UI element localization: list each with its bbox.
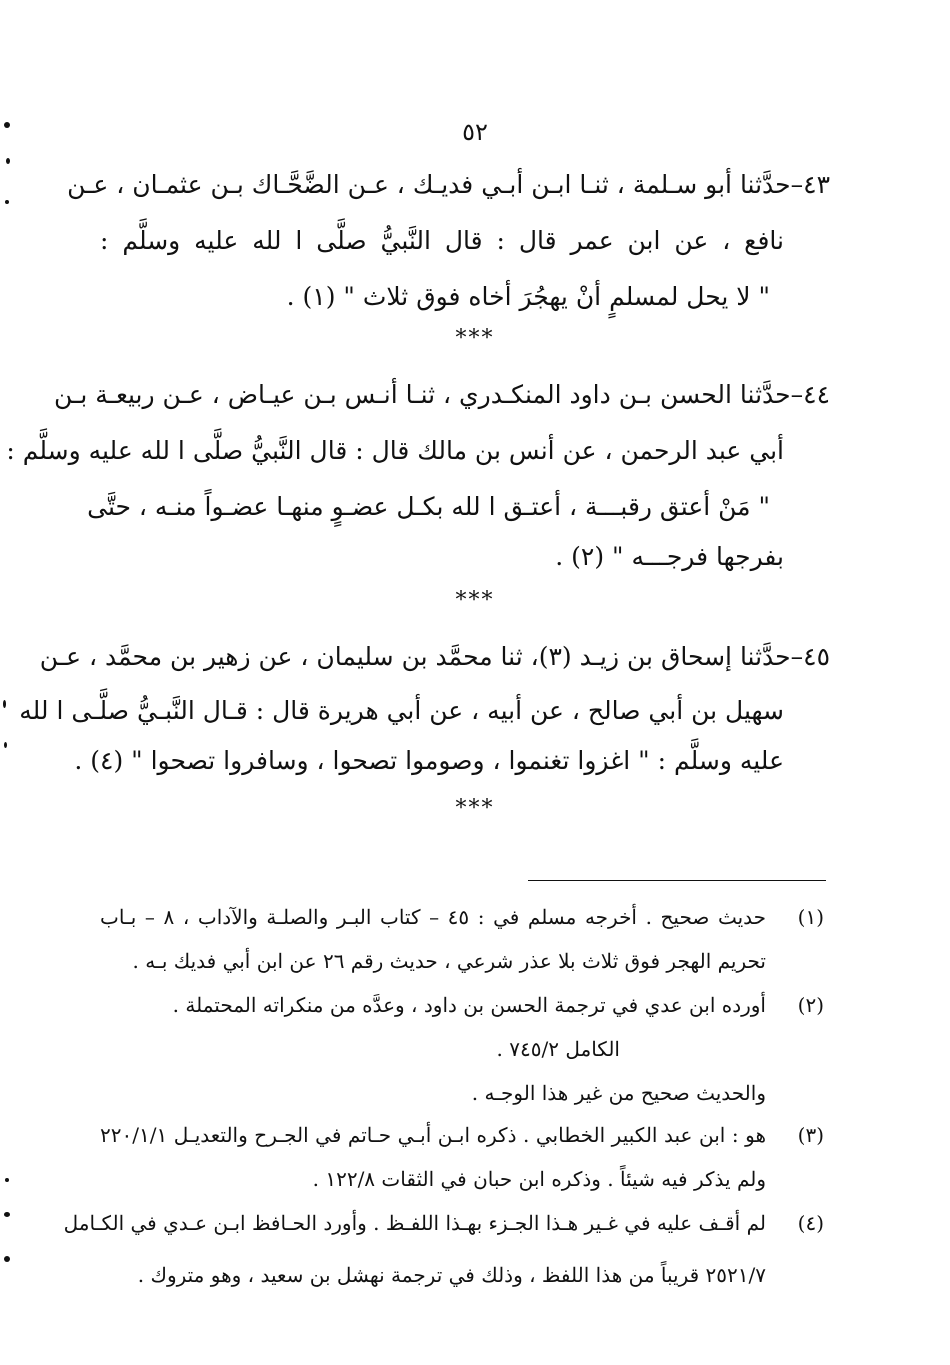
hadith-44-line-3: " مَنْ أعتق رقبـــة ، أعتـق ا لله بكـل عضـوٍ منهـا عضـواً منـه ، حتَّى	[87, 492, 770, 521]
footnote-3-marker: (٣)	[797, 1123, 824, 1147]
hadith-43-line-3: " لا يحل لمسلمٍ أنْ يهجُرَ أخاه فوق ثلاث " (١) .	[286, 282, 770, 311]
hadith-43-line-2: نافع ، عن ابن عمر قال : قال النَّبيُّ صلَّى ا لله عليه وسلَّم :	[100, 226, 784, 255]
footnote-2-line-2: الكامل ٧٤٥/٢ .	[496, 1037, 620, 1061]
section-separator-2: ***	[455, 588, 495, 613]
scan-speck	[5, 200, 9, 204]
section-separator-3: ***	[455, 796, 495, 821]
scan-speck	[4, 122, 10, 128]
footnote-1-line-1: حديث صحيح . أخرجه مسلم في : ٤٥ – كتاب البـر والصلـة والآداب ، ٨ – بـاب	[100, 905, 767, 929]
hadith-45-text-1: حدَّثنا إسحاق بن زيـد (٣)، ثنا محمَّد بن سليمان ، عن زهير بن محمَّد ، عـن	[39, 642, 791, 671]
hadith-44-line-2: أبي عبد الرحمن ، عن أنس بن مالك قال : قال النَّبيُّ صلَّى ا لله عليه وسلَّم :	[6, 436, 784, 465]
footnote-4-marker: (٤)	[797, 1211, 824, 1235]
footnote-3-line-2: ولم يذكر فيه شيئاً . وذكره ابن حبان في الثقات ١٢٢/٨ .	[312, 1167, 766, 1191]
hadith-45-number: ٤٥–	[790, 642, 830, 671]
hadith-45-line-1	[39, 640, 830, 674]
footnote-4-line-2: ٢٥٢١/٧ قريباً من هذا اللفظ ، وذلك في ترجمة نهشل بن سعيد ، وهو متروك .	[137, 1263, 766, 1287]
scan-speck	[5, 1178, 9, 1182]
page-number: ٥٢	[462, 118, 488, 146]
footnote-1-line-2: تحريم الهجر فوق ثلاث بلا عذر شرعي ، حديث رقم ٢٦ عن ابن أبي فديك بـه .	[132, 949, 766, 973]
hadith-44-number: ٤٤–	[790, 380, 830, 409]
scan-speck	[4, 742, 7, 748]
footnote-2-line-1: أورده ابن عدي في ترجمة الحسن بن داود ، وعدَّه من منكراته المحتملة .	[172, 993, 766, 1017]
footnote-2-line-3: والحديث صحيح من غير هذا الوجـه .	[471, 1081, 766, 1105]
hadith-45-line-3: عليه وسلَّم : " اغزوا تغنموا ، وصوموا تصحوا ، وسافروا تصحوا " (٤) .	[74, 746, 784, 775]
footnote-divider	[528, 880, 826, 881]
hadith-44-line-4: بفرجها فرجـــه " (٢) .	[555, 542, 784, 571]
footnote-1-marker: (١)	[797, 905, 824, 929]
hadith-43-line-1	[67, 168, 830, 202]
footnote-4-line-1: لم أقـف عليه في غـير هـذا الجـزء بهـذا اللفـظ . وأورد الحـافظ ابـن عـدي في الكـامل	[63, 1211, 766, 1235]
scan-speck	[4, 1212, 10, 1217]
hadith-45-line-2: سهيل بن أبي صالح ، عن أبيه ، عن أبي هريرة قال : قـال النَّبـيُّ صلَّـى ا لله	[19, 696, 784, 725]
footnote-2-marker: (٢)	[797, 993, 824, 1017]
hadith-43-text-1: حدَّثنا أبو سـلمة ، ثنـا ابـن أبـي فديـك ، عـن الضَّحَّـاك بـن عثمـان ، عـن	[67, 170, 791, 199]
footnote-3-line-1: هو : ابن عبد الكبير الخطابي . ذكره ابـن أبـي حـاتم في الجـرح والتعديـل ٢٢٠/١/١	[100, 1123, 766, 1147]
scan-speck	[6, 158, 10, 164]
section-separator-1: ***	[455, 326, 495, 351]
hadith-43-number: ٤٣–	[790, 170, 830, 199]
hadith-44-text-1: حدَّثنا الحسن بـن داود المنكـدري ، ثنـا أنـس بـن عيـاض ، عـن ربيعـة بـن	[53, 380, 791, 409]
scan-speck	[3, 700, 6, 708]
scan-speck	[4, 1256, 10, 1262]
hadith-44-line-1	[53, 378, 830, 412]
